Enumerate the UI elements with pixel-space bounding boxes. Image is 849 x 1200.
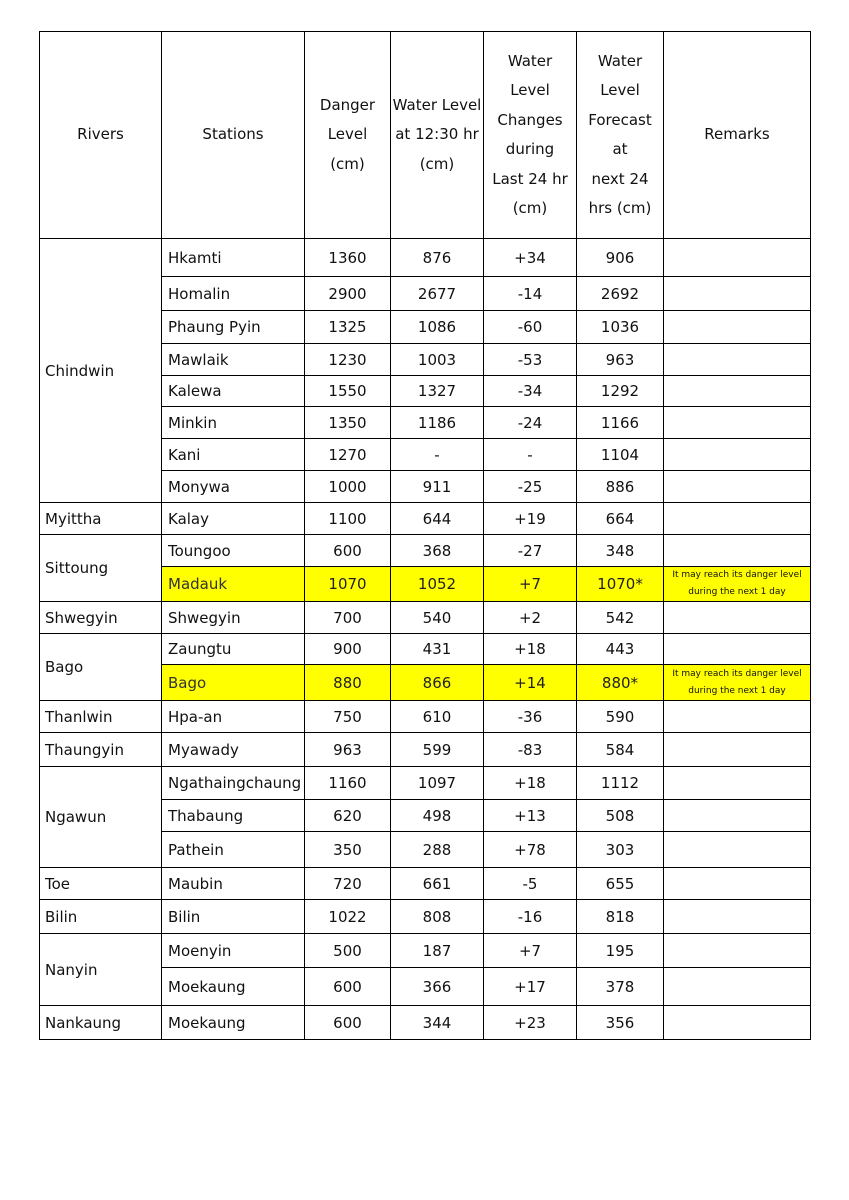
level-change-cell: -25	[484, 471, 577, 503]
river-cell: Thaungyin	[40, 733, 162, 767]
header-forecast: Water Level Forecast at next 24 hrs (cm)	[577, 32, 664, 239]
level-change-cell: +7	[484, 934, 577, 968]
danger-level-cell: 350	[305, 832, 391, 868]
station-cell: Mawlaik	[162, 344, 305, 376]
station-cell: Zaungtu	[162, 634, 305, 665]
forecast-cell: 378	[577, 968, 664, 1006]
forecast-cell: 1112	[577, 767, 664, 800]
danger-level-cell: 750	[305, 701, 391, 733]
river-cell: Shwegyin	[40, 602, 162, 634]
level-change-cell: -60	[484, 311, 577, 344]
danger-level-cell: 500	[305, 934, 391, 968]
forecast-cell: 906	[577, 239, 664, 277]
remarks-cell	[664, 767, 811, 800]
danger-level-cell: 1360	[305, 239, 391, 277]
station-cell: Moekaung	[162, 1006, 305, 1040]
table-row	[40, 503, 811, 535]
header-remarks: Remarks	[664, 32, 811, 239]
forecast-cell: 655	[577, 868, 664, 900]
station-cell: Hpa-an	[162, 701, 305, 733]
table-row	[40, 934, 811, 968]
station-cell: Myawady	[162, 733, 305, 767]
remarks-cell	[664, 634, 811, 665]
station-cell: Ngathaingchaung	[162, 767, 305, 800]
remarks-cell	[664, 239, 811, 277]
water-level-cell: 288	[391, 832, 484, 868]
water-level-cell: 911	[391, 471, 484, 503]
remarks-cell	[664, 535, 811, 567]
header-rivers: Rivers	[40, 32, 162, 239]
water-level-cell: 366	[391, 968, 484, 1006]
station-cell: Moenyin	[162, 934, 305, 968]
station-cell: Homalin	[162, 277, 305, 311]
water-level-cell: 1052	[391, 567, 484, 602]
forecast-cell: 443	[577, 634, 664, 665]
station-cell: Moekaung	[162, 968, 305, 1006]
forecast-cell: 356	[577, 1006, 664, 1040]
forecast-cell: 2692	[577, 277, 664, 311]
water-level-cell: 808	[391, 900, 484, 934]
station-cell: Madauk	[162, 567, 305, 602]
river-cell: Chindwin	[40, 239, 162, 503]
forecast-cell: 590	[577, 701, 664, 733]
header-stations: Stations	[162, 32, 305, 239]
forecast-cell: 886	[577, 471, 664, 503]
table-row	[40, 239, 811, 277]
level-change-cell: -	[484, 439, 577, 471]
level-change-cell: +78	[484, 832, 577, 868]
header-danger-level: Danger Level (cm)	[305, 32, 391, 239]
remarks-cell	[664, 344, 811, 376]
table-row	[40, 535, 811, 567]
water-level-cell: 876	[391, 239, 484, 277]
level-change-cell: +18	[484, 767, 577, 800]
table-body	[40, 239, 811, 1040]
remarks-cell	[664, 503, 811, 535]
level-change-cell: -83	[484, 733, 577, 767]
forecast-cell: 664	[577, 503, 664, 535]
level-change-cell: -53	[484, 344, 577, 376]
danger-level-cell: 1160	[305, 767, 391, 800]
level-change-cell: -5	[484, 868, 577, 900]
remarks-cell	[664, 701, 811, 733]
danger-level-cell: 1350	[305, 407, 391, 439]
station-cell: Minkin	[162, 407, 305, 439]
river-cell: Nankaung	[40, 1006, 162, 1040]
station-cell: Bago	[162, 665, 305, 701]
water-level-cell: -	[391, 439, 484, 471]
station-cell: Monywa	[162, 471, 305, 503]
remarks-cell	[664, 311, 811, 344]
remarks-cell	[664, 277, 811, 311]
level-change-cell: -24	[484, 407, 577, 439]
danger-level-cell: 620	[305, 800, 391, 832]
danger-level-cell: 1022	[305, 900, 391, 934]
river-cell: Bilin	[40, 900, 162, 934]
water-level-cell: 498	[391, 800, 484, 832]
remarks-cell: It may reach its danger level during the next 1 day	[664, 567, 811, 602]
water-level-cell: 1086	[391, 311, 484, 344]
forecast-cell: 508	[577, 800, 664, 832]
forecast-cell: 195	[577, 934, 664, 968]
table-row	[40, 733, 811, 767]
water-level-cell: 1097	[391, 767, 484, 800]
remarks-cell	[664, 439, 811, 471]
station-cell: Maubin	[162, 868, 305, 900]
forecast-cell: 1070*	[577, 567, 664, 602]
level-change-cell: +23	[484, 1006, 577, 1040]
danger-level-cell: 600	[305, 968, 391, 1006]
forecast-cell: 1292	[577, 376, 664, 407]
remarks-cell	[664, 1006, 811, 1040]
river-cell: Toe	[40, 868, 162, 900]
forecast-cell: 542	[577, 602, 664, 634]
remarks-cell	[664, 602, 811, 634]
remarks-cell	[664, 832, 811, 868]
level-change-cell: -27	[484, 535, 577, 567]
level-change-cell: -36	[484, 701, 577, 733]
header-water-level: Water Level at 12:30 hr (cm)	[391, 32, 484, 239]
river-cell: Nanyin	[40, 934, 162, 1006]
level-change-cell: +14	[484, 665, 577, 701]
station-cell: Pathein	[162, 832, 305, 868]
water-level-cell: 1186	[391, 407, 484, 439]
forecast-cell: 303	[577, 832, 664, 868]
table-row	[40, 900, 811, 934]
station-cell: Toungoo	[162, 535, 305, 567]
remarks-cell	[664, 471, 811, 503]
danger-level-cell: 1100	[305, 503, 391, 535]
table-row	[40, 634, 811, 665]
remarks-cell	[664, 934, 811, 968]
water-level-cell: 661	[391, 868, 484, 900]
table-row	[40, 1006, 811, 1040]
level-change-cell: +2	[484, 602, 577, 634]
water-level-cell: 610	[391, 701, 484, 733]
danger-level-cell: 1325	[305, 311, 391, 344]
water-level-cell: 866	[391, 665, 484, 701]
remarks-cell	[664, 733, 811, 767]
remarks-cell	[664, 868, 811, 900]
danger-level-cell: 880	[305, 665, 391, 701]
forecast-cell: 963	[577, 344, 664, 376]
danger-level-cell: 1230	[305, 344, 391, 376]
water-level-cell: 540	[391, 602, 484, 634]
forecast-cell: 1104	[577, 439, 664, 471]
water-level-cell: 1003	[391, 344, 484, 376]
level-change-cell: +7	[484, 567, 577, 602]
danger-level-cell: 1270	[305, 439, 391, 471]
remarks-cell	[664, 407, 811, 439]
danger-level-cell: 600	[305, 535, 391, 567]
station-cell: Bilin	[162, 900, 305, 934]
station-cell: Kani	[162, 439, 305, 471]
forecast-cell: 1166	[577, 407, 664, 439]
forecast-cell: 348	[577, 535, 664, 567]
station-cell: Kalewa	[162, 376, 305, 407]
level-change-cell: +18	[484, 634, 577, 665]
forecast-cell: 818	[577, 900, 664, 934]
river-cell: Sittoung	[40, 535, 162, 602]
danger-level-cell: 963	[305, 733, 391, 767]
forecast-cell: 1036	[577, 311, 664, 344]
table-row	[40, 767, 811, 800]
danger-level-cell: 600	[305, 1006, 391, 1040]
table-row	[40, 868, 811, 900]
water-level-cell: 644	[391, 503, 484, 535]
danger-level-cell: 900	[305, 634, 391, 665]
remarks-cell	[664, 968, 811, 1006]
remarks-cell: It may reach its danger level during the next 1 day	[664, 665, 811, 701]
header-level-change: Water Level Changes during Last 24 hr (cm)	[484, 32, 577, 239]
level-change-cell: -16	[484, 900, 577, 934]
level-change-cell: -14	[484, 277, 577, 311]
header-row	[40, 32, 811, 239]
water-level-cell: 2677	[391, 277, 484, 311]
river-cell: Thanlwin	[40, 701, 162, 733]
river-cell: Myittha	[40, 503, 162, 535]
danger-level-cell: 2900	[305, 277, 391, 311]
river-cell: Ngawun	[40, 767, 162, 868]
level-change-cell: +19	[484, 503, 577, 535]
forecast-cell: 880*	[577, 665, 664, 701]
level-change-cell: +34	[484, 239, 577, 277]
water-level-table	[39, 31, 811, 1040]
level-change-cell: +17	[484, 968, 577, 1006]
water-level-cell: 1327	[391, 376, 484, 407]
remarks-cell	[664, 800, 811, 832]
forecast-cell: 584	[577, 733, 664, 767]
water-level-cell: 599	[391, 733, 484, 767]
remarks-cell	[664, 376, 811, 407]
station-cell: Shwegyin	[162, 602, 305, 634]
danger-level-cell: 1000	[305, 471, 391, 503]
station-cell: Kalay	[162, 503, 305, 535]
water-level-cell: 344	[391, 1006, 484, 1040]
danger-level-cell: 1550	[305, 376, 391, 407]
table-row	[40, 602, 811, 634]
water-level-cell: 431	[391, 634, 484, 665]
danger-level-cell: 700	[305, 602, 391, 634]
river-cell: Bago	[40, 634, 162, 701]
level-change-cell: -34	[484, 376, 577, 407]
remarks-cell	[664, 900, 811, 934]
danger-level-cell: 1070	[305, 567, 391, 602]
level-change-cell: +13	[484, 800, 577, 832]
water-level-cell: 368	[391, 535, 484, 567]
station-cell: Thabaung	[162, 800, 305, 832]
station-cell: Phaung Pyin	[162, 311, 305, 344]
water-level-cell: 187	[391, 934, 484, 968]
danger-level-cell: 720	[305, 868, 391, 900]
table-row	[40, 701, 811, 733]
station-cell: Hkamti	[162, 239, 305, 277]
